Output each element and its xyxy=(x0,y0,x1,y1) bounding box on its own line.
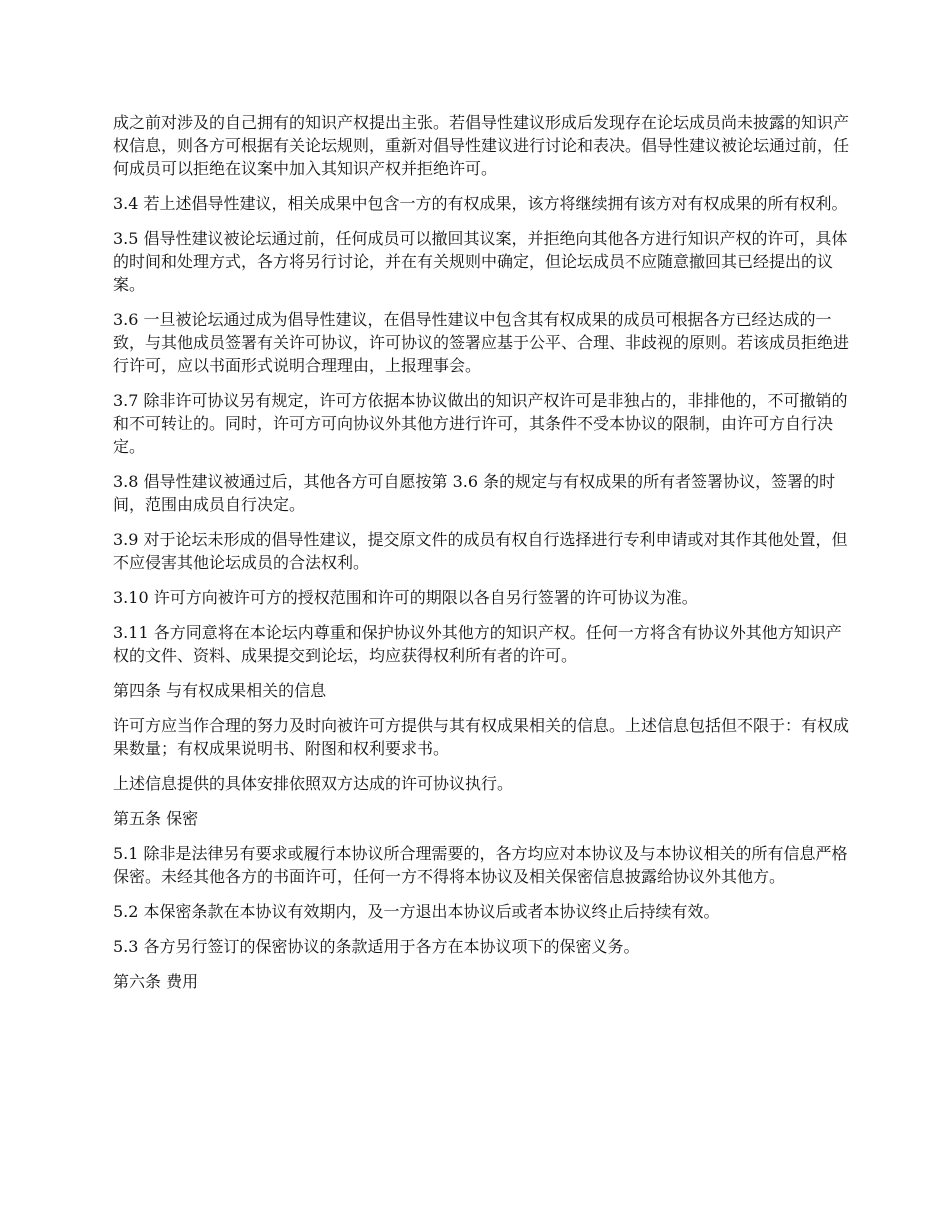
paragraph-article-4-body-1: 许可方应当作合理的努力及时向被许可方提供与其有权成果相关的信息。上述信息包括但不限于：有权成果数量；有权成果说明书、附图和权利要求书。 xyxy=(113,716,850,758)
paragraph-article-4-body-2: 上述信息提供的具体安排依照双方达成的许可协议执行。 xyxy=(113,774,514,793)
section-heading-article-4: 第四条 与有权成果相关的信息 xyxy=(113,681,327,700)
paragraph-3-11: 3.11 各方同意将在本论坛内尊重和保护协议外其他方的知识产权。任何一方将含有协议外其他方知识产权的文件、资料、成果提交到论坛，均应获得权利所有者的许可。 xyxy=(113,623,842,665)
paragraph-3-7: 3.7 除非许可协议另有规定，许可方依据本协议做出的知识产权许可是非独占的，非排他的，不可撤销的和不可转让的。同时，许可方可向协议外其他方进行许可，其条件不受本协议的限制，由许可方自行决定。 xyxy=(113,391,848,456)
paragraph-3-9: 3.9 对于论坛未形成的倡导性建议，提交原文件的成员有权自行选择进行专利申请或对其作其他处置，但不应侵害其他论坛成员的合法权利。 xyxy=(113,530,848,572)
paragraph-5-2: 5.2 本保密条款在本协议有效期内，及一方退出本协议后或者本协议终止后持续有效。 xyxy=(113,902,720,921)
paragraph-3-4: 3.4 若上述倡导性建议，相关成果中包含一方的有权成果，该方将继续拥有该方对有权成果的所有权利。 xyxy=(113,194,848,213)
paragraph-3-6: 3.6 一旦被论坛通过成为倡导性建议，在倡导性建议中包含其有权成果的成员可根据各方已经达成的一致，与其他成员签署有关许可协议，许可协议的签署应基于公平、合理、非歧视的原则。若该成员拒绝进行许可，应以书面形式说明合理理由，上报理事会。 xyxy=(113,310,850,375)
paragraph-3-10: 3.10 许可方向被许可方的授权范围和许可的期限以各自另行签署的许可协议为准。 xyxy=(113,588,698,607)
paragraph-5-3: 5.3 各方另行签订的保密协议的条款适用于各方在本协议项下的保密义务。 xyxy=(113,937,640,956)
paragraph-ip-claims-continued: 成之前对涉及的自己拥有的知识产权提出主张。若倡导性建议形成后发现存在论坛成员尚未披露的知识产权信息，则各方可根据有关论坛规则，重新对倡导性建议进行讨论和表决。倡导性建议被论坛通过前，任何成员可以拒绝在议案中加入其知识产权并拒绝许可。 xyxy=(113,113,850,178)
document-body xyxy=(113,111,853,1005)
section-heading-article-6: 第六条 费用 xyxy=(113,972,199,991)
section-heading-article-5: 第五条 保密 xyxy=(113,809,199,828)
paragraph-5-1: 5.1 除非是法律另有要求或履行本协议所合理需要的，各方均应对本协议及与本协议相关的所有信息严格保密。未经其他各方的书面许可，任何一方不得将本协议及相关保密信息披露给协议外其他方。 xyxy=(113,844,848,886)
paragraph-3-8: 3.8 倡导性建议被通过后，其他各方可自愿按第 3.6 条的规定与有权成果的所有者签署协议，签署的时间，范围由成员自行决定。 xyxy=(113,472,836,514)
paragraph-3-5: 3.5 倡导性建议被论坛通过前，任何成员可以撤回其议案，并拒绝向其他各方进行知识产权的许可，具体的时间和处理方式，各方将另行讨论，并在有关规则中确定，但论坛成员不应随意撤回其已经提出的议案。 xyxy=(113,229,848,294)
